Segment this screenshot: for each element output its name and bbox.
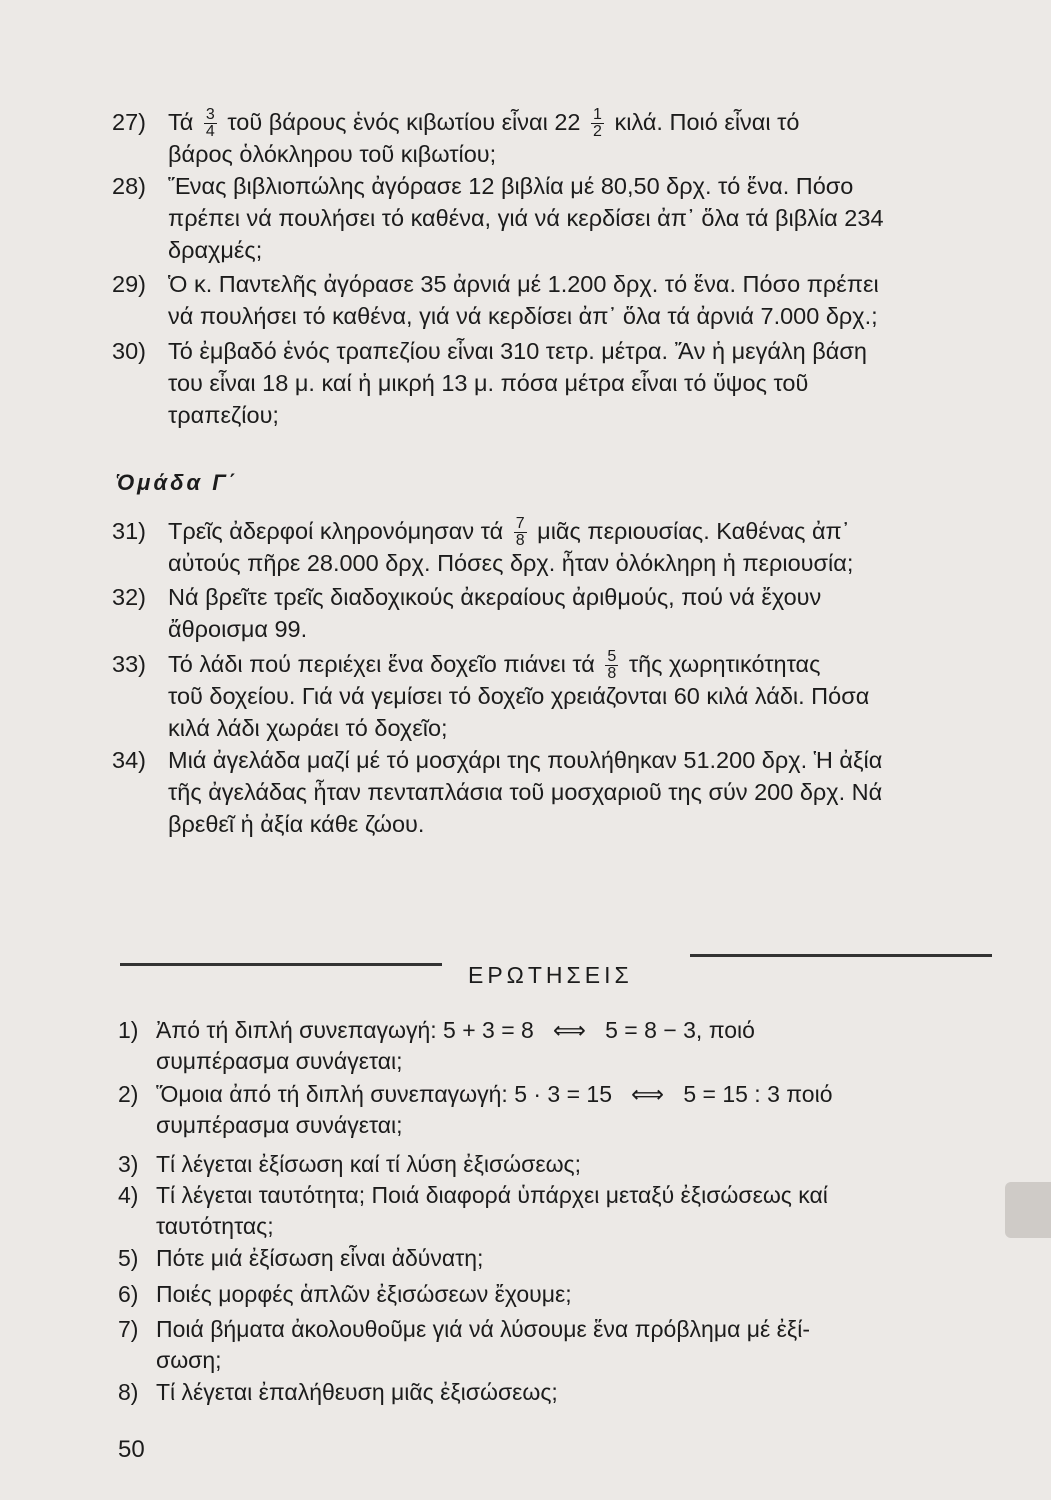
item-31 [112, 515, 992, 576]
item-6 [118, 1279, 993, 1310]
item-27 [112, 106, 992, 167]
heading-rule-right [690, 954, 992, 957]
text-line: Τί λέγεται ταυτότητα; Ποιά διαφορά ὑπάρχει μεταξύ ἐξισώσεως καί [156, 1182, 828, 1208]
item-text [168, 581, 988, 645]
page-number: 50 [118, 1436, 145, 1463]
text-line: τοῦ δοχείου. Γιά νά γεμίσει τό δοχεῖο χρειάζονται 60 κιλά λάδι. Πόσα [168, 683, 870, 709]
item-text [168, 744, 988, 840]
item-text [156, 1243, 991, 1274]
item-7 [118, 1314, 993, 1373]
item-33 [112, 648, 992, 741]
item-number: 8) [118, 1379, 139, 1405]
item-30 [112, 335, 992, 428]
fraction-numerator: 1 [593, 106, 602, 124]
item-3 [118, 1149, 993, 1180]
fraction-denominator: 4 [205, 123, 215, 141]
text-line: Μιά ἀγελάδα μαζί μέ τό μοσχάρι της πουλήθηκαν 51.200 δρχ. Ἡ ἀξία [168, 747, 883, 773]
fraction [591, 107, 604, 140]
text-line: Τό λάδι πού περιέχει ἕνα δοχεῖο πιάνει τά $\frac{5}{8}$ τῆς χωρητικότητας [168, 648, 821, 683]
text-line: ἄθροισμα 99. [168, 616, 308, 642]
page-edge-tab [1005, 1182, 1051, 1238]
item-text [156, 1079, 991, 1141]
item-text [156, 1314, 991, 1376]
text-line: Ὅμοια ἀπό τή διπλή συνεπαγωγή: 5 · 3 = 15 ⟺ 5 = 15 : 3 ποιό [156, 1081, 833, 1107]
fraction-numerator: 3 [205, 106, 215, 124]
heading-rule-left [120, 963, 442, 966]
item-number: 28) [112, 173, 146, 199]
item-text [168, 106, 988, 170]
text-line: συμπέρασμα συνάγεται; [156, 1112, 403, 1138]
text-line: τραπεζίου; [168, 402, 279, 428]
group-title: Ὁμάδα Γ΄ [116, 470, 240, 495]
item-34 [112, 744, 992, 837]
item-text [168, 648, 988, 744]
text-line: Τρεῖς ἀδερφοί κληρονόμησαν τά $\frac{7}{8}$ μιᾶς περιουσίας. Καθένας ἀπ᾽ [168, 515, 850, 550]
item-text [168, 268, 988, 332]
item-number: 1) [118, 1017, 139, 1043]
text-line: τῆς ἀγελάδας ἦταν πενταπλάσια τοῦ μοσχαριοῦ της σύν 200 δρχ. Νά [168, 779, 883, 805]
item-number: 32) [112, 584, 146, 610]
item-text [156, 1015, 991, 1077]
item-29 [112, 268, 992, 329]
fraction-denominator: 8 [515, 532, 525, 550]
item-number: 29) [112, 271, 146, 297]
item-text [156, 1279, 991, 1310]
item-4 [118, 1180, 993, 1239]
text-line: δραχμές; [168, 237, 263, 263]
text-line: Τί λέγεται ἐπαλήθευση μιᾶς ἐξισώσεως; [156, 1379, 558, 1405]
item-text [156, 1180, 991, 1242]
item-text [156, 1377, 991, 1408]
item-number: 3) [118, 1151, 139, 1177]
text-line: νά πουλήσει τό καθένα, γιά νά κερδίσει ἀπ᾽ ὅλα τά ἀρνιά 7.000 δρχ.; [168, 303, 878, 329]
text-line: Πότε μιά ἐξίσωση εἶναι ἀδύνατη; [156, 1245, 484, 1271]
item-number: 33) [112, 651, 146, 677]
text-line: κιλά λάδι χωράει τό δοχεῖο; [168, 715, 448, 741]
item-5 [118, 1243, 993, 1274]
text-line: Ποιές μορφές ἁπλῶν ἐξισώσεων ἔχουμε; [156, 1281, 572, 1307]
fraction [204, 107, 217, 140]
item-32 [112, 581, 992, 642]
text-line: συμπέρασμα συνάγεται; [156, 1048, 403, 1074]
text-line: Τά $\frac{3}{4}$ τοῦ βάρους ἑνός κιβωτίου εἶναι 22 $\frac{1}{2}$ κιλά. Ποιό εἶναι τό [168, 106, 800, 141]
text-line: αὐτούς πῆρε 28.000 δρχ. Πόσες δρχ. ἦταν ὁλόκληρη ἡ περιουσία; [168, 550, 854, 576]
item-number: 27) [112, 109, 146, 135]
item-2 [118, 1079, 993, 1138]
item-text [168, 515, 988, 579]
text-line: Ἕνας βιβλιοπώλης ἀγόρασε 12 βιβλία μέ 80,50 δρχ. τό ἕνα. Πόσο [168, 173, 854, 199]
item-number: 5) [118, 1245, 139, 1271]
item-1 [118, 1015, 993, 1074]
text-line: Ὁ κ. Παντελῆς ἀγόρασε 35 ἀρνιά μέ 1.200 δρχ. τό ἕνα. Πόσο πρέπει [168, 271, 879, 297]
fraction-numerator: 7 [515, 515, 525, 533]
item-number: 31) [112, 518, 146, 544]
item-number: 7) [118, 1316, 139, 1342]
fraction-denominator: 2 [593, 123, 602, 141]
text-line: του εἶναι 18 μ. καί ἡ μικρή 13 μ. πόσα μέτρα εἶναι τό ὕψος τοῦ [168, 370, 809, 396]
item-text [168, 335, 988, 431]
item-number: 30) [112, 338, 146, 364]
item-number: 2) [118, 1081, 139, 1107]
text-line: Ποιά βήματα ἀκολουθοῦμε γιά νά λύσουμε ἕνα πρόβλημα μέ ἐξί- [156, 1316, 810, 1342]
fraction [514, 516, 527, 549]
text-line: Νά βρεῖτε τρεῖς διαδοχικούς ἀκεραίους ἀριθμούς, πού νά ἔχουν [168, 584, 822, 610]
text-line: βάρος ὁλόκληρου τοῦ κιβωτίου; [168, 141, 497, 167]
text-line: Τό ἐμβαδό ἑνός τραπεζίου εἶναι 310 τετρ. μέτρα. Ἄν ἡ μεγάλη βάση [168, 338, 867, 364]
text-line: Ἀπό τή διπλή συνεπαγωγή: 5 + 3 = 8 ⟺ 5 = 8 − 3, ποιό [156, 1017, 755, 1043]
text-line: ταυτότητας; [156, 1213, 274, 1239]
item-text [168, 170, 988, 266]
questions-heading: ΕΡΩΤΗΣΕΙΣ [468, 962, 633, 988]
item-28 [112, 170, 992, 263]
item-number: 6) [118, 1281, 139, 1307]
item-8 [118, 1377, 993, 1408]
item-number: 4) [118, 1182, 139, 1208]
text-line: πρέπει νά πουλήσει τό καθένα, γιά νά κερδίσει ἀπ᾽ ὅλα τά βιβλία 234 [168, 205, 884, 231]
fraction [605, 649, 618, 682]
item-text [156, 1149, 991, 1180]
item-number: 34) [112, 747, 146, 773]
text-line: σωση; [156, 1347, 222, 1373]
text-line: βρεθεῖ ἡ ἀξία κάθε ζώου. [168, 811, 425, 837]
fraction-denominator: 8 [607, 665, 617, 683]
text-line: Τί λέγεται ἐξίσωση καί τί λύση ἐξισώσεως; [156, 1151, 582, 1177]
fraction-numerator: 5 [607, 648, 617, 666]
